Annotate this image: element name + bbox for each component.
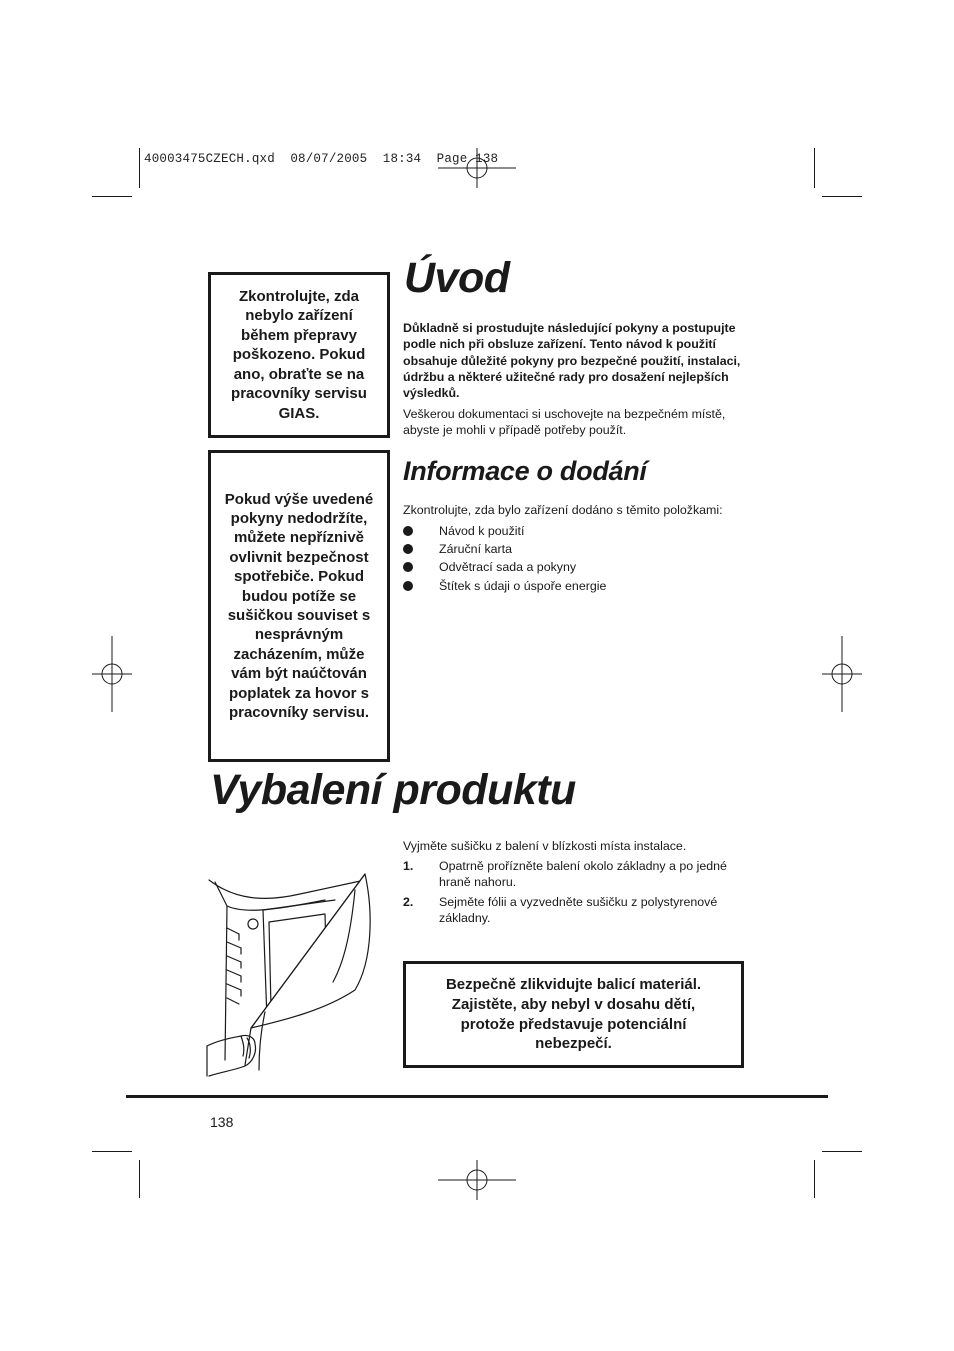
warning-note: [208, 450, 390, 762]
registration-crosshair-icon: [92, 636, 132, 712]
crop-mark-bottom-right-v: [814, 1160, 815, 1198]
crop-mark-top-left-v: [139, 148, 140, 188]
dispose-packaging-note: [403, 961, 744, 1068]
delivery-items-list: [403, 522, 748, 595]
dryer-unwrapping-illustration: [205, 870, 377, 1080]
step-text: Sejměte fólii a vyzvedněte sušičku z polystyrenové základny.: [439, 894, 718, 925]
intro-bold-paragraph: Důkladně si prostudujte následující pokyny a postupujte podle nich při obsluze zařízení. Tento návod k použití obsahuje důležité pokyny pro bezpečné použití, instalaci, údržbu a některé užitečné rady pro dosažení nejlepších výsledků.: [403, 321, 741, 401]
bullet-icon: [403, 562, 413, 572]
crop-mark-bottom-right-h: [822, 1151, 862, 1152]
bullet-icon: [403, 526, 413, 536]
section-title-unpacking: Vybalení produktu: [210, 766, 576, 814]
delivery-intro: Zkontrolujte, zda bylo zařízení dodáno s těmito položkami:: [403, 503, 723, 517]
section-title-intro: Úvod: [404, 254, 510, 302]
registration-crosshair-icon: [438, 148, 516, 188]
step-number: 2.: [403, 894, 414, 909]
bullet-icon: [403, 581, 413, 591]
registration-crosshair-icon: [822, 636, 862, 712]
crop-mark-top-right-h: [822, 196, 862, 197]
crop-mark-bottom-left-h: [92, 1151, 132, 1152]
page-number: 138: [210, 1114, 234, 1130]
list-item: [403, 894, 748, 927]
list-item: Návod k použití: [403, 522, 748, 540]
footer-rule: [126, 1095, 828, 1098]
intro-keep-paragraph: Veškerou dokumentaci si uschovejte na bezpečném místě, abyste je mohli v případě potřeby použít.: [403, 407, 726, 438]
crop-mark-bottom-left-v: [139, 1160, 140, 1198]
bullet-icon: [403, 544, 413, 554]
crop-mark-top-left-h: [92, 196, 132, 197]
crop-mark-top-right-v: [814, 148, 815, 188]
warning-text: Pokud výše uvedené pokyny nedodržíte, můžete nepříznivě ovlivnit bezpečnost spotřebiče. Pokud budou potíže se sušičkou souviset s nesprávným zacházením, může vám být naúčtován poplatek za hovor s pracovníky servisu.: [224, 490, 374, 722]
unpacking-intro: Vyjměte sušičku z balení v blízkosti místa instalace.: [403, 839, 687, 853]
section-title-delivery: Informace o dodání: [403, 456, 647, 486]
print-slug: 40003475CZECH.qxd 08/07/2005 18:34 Page 138: [144, 152, 499, 166]
damage-check-text: Zkontrolujte, zda nebylo zařízení během přepravy poškozeno. Pokud ano, obraťte se na pracovníky servisu GIAS.: [231, 288, 367, 422]
list-item: Štítek s údaji o úspoře energie: [403, 577, 748, 595]
list-item: [403, 858, 748, 891]
list-item: Záruční karta: [403, 540, 748, 558]
registration-crosshair-icon: [438, 1160, 516, 1200]
step-number: 1.: [403, 859, 414, 873]
unpacking-steps-list: [403, 858, 748, 929]
list-item: Odvětrací sada a pokyny: [403, 558, 748, 576]
dispose-packaging-text: Bezpečně zlikvidujte balicí materiál. Zajistěte, aby nebyl v dosahu dětí, protože představuje potenciální nebezpečí.: [445, 975, 702, 1053]
step-text: Opatrně prořízněte balení okolo základny a po jedné hraně nahoru.: [439, 859, 727, 890]
damage-check-note: [208, 272, 390, 438]
